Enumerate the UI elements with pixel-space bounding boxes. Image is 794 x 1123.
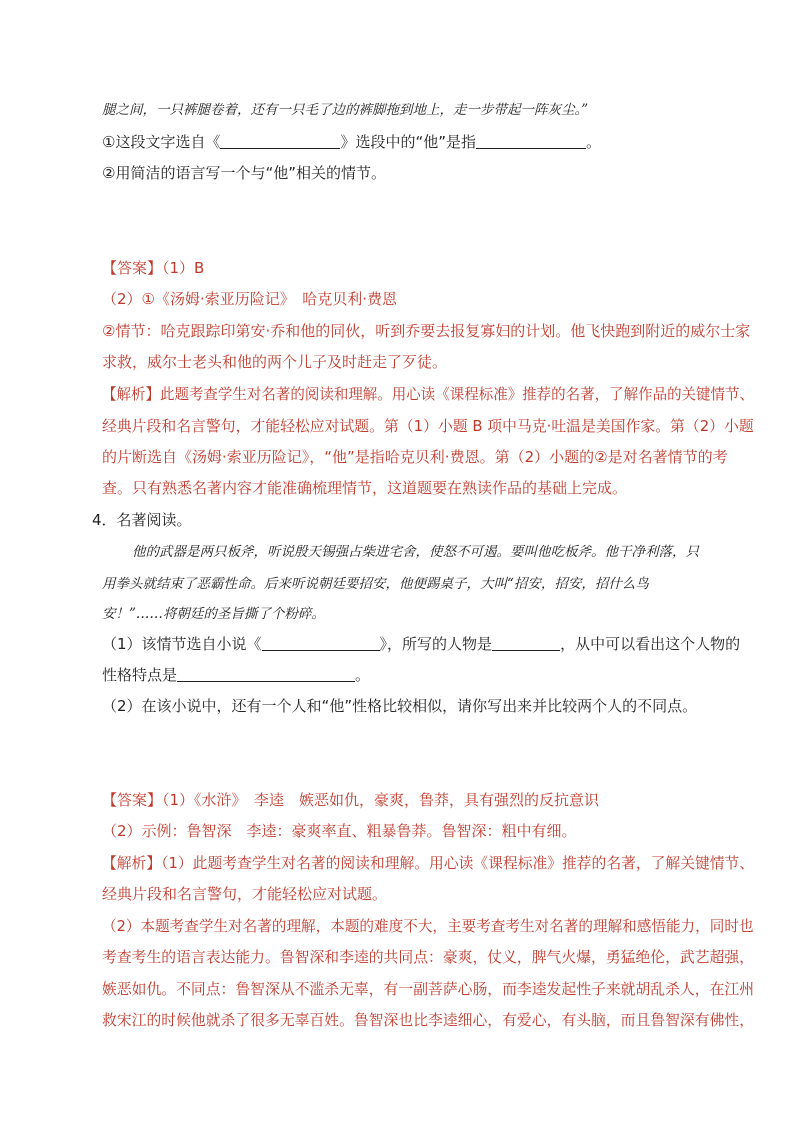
q3-sub1-suffix: 。 xyxy=(586,133,602,151)
q4-answer-line2: （2）示例：鲁智深 李逵：豪爽率直、粗暴鲁莽。鲁智深：粗中有细。 xyxy=(102,822,577,840)
q4-sub1-prefix: （1）该情节选自小说《 xyxy=(102,635,262,653)
q3-excerpt-end: 腿之间，一只裤腿卷着，还有一只毛了边的裤脚拖到地上，走一步带起一阵灰尘。” xyxy=(102,102,589,118)
q3-analysis-line4: 查。只有熟悉名著内容才能准确梳理情节，这道题要在熟读作品的基础上完成。 xyxy=(102,479,628,497)
analysis-label: 【解析】 xyxy=(102,854,162,872)
answer-label: 【答案】 xyxy=(102,259,163,277)
q3-analysis-line1: 此题考查学生对名著的阅读和理解。用心读《课程标准》推荐的名著，了解作品的关键情节、 xyxy=(159,385,755,403)
book-title-blank[interactable] xyxy=(220,134,340,149)
q4-sub1-suffix: ，从中可以看出这个人物的 xyxy=(560,635,741,653)
q4-sub1-middle: 》，所写的人物是 xyxy=(379,635,493,653)
q4-analysis-line5: 嫉恶如仇。不同点：鲁智深从不滥杀无辜，有一副菩萨心肠，而李逵发起性子来就胡乱杀人，在江州 xyxy=(102,980,755,998)
q4-sub1-line2-prefix: 性格特点是 xyxy=(102,666,178,684)
q3-answer-line4: 求救，威尔士老头和他的两个儿子及时赶走了歹徒。 xyxy=(102,353,448,371)
q4-analysis xyxy=(102,853,754,873)
q3-answer-line1: （1）B xyxy=(162,259,205,277)
q4-analysis-line6: 救宋江的时候他就杀了很多无辜百姓。鲁智深也比李逵细心，有爱心，有头脑，而且鲁智深有佛性， xyxy=(102,1011,755,1029)
q4-excerpt-line1: 他的武器是两只板斧，听说殷天锡强占柴进宅舍，使怒不可遏。要叫他吃板斧。他干净利落，只 xyxy=(132,544,699,560)
q3-subquestion-1 xyxy=(102,132,601,152)
q4-answer xyxy=(102,790,599,810)
q3-analysis-line3: 的片断选自《汤姆·索亚历险记》，“他”是指哈克贝利·费恩。第（2）小题的②是对名著情节的考 xyxy=(102,448,728,466)
q4-heading: 4．名著阅读。 xyxy=(92,511,192,529)
q4-subquestion-1 xyxy=(102,634,740,654)
q3-answer-line2: （2）①《汤姆·索亚历险记》 哈克贝利·费恩 xyxy=(102,290,398,308)
analysis-label: 【解析】 xyxy=(102,385,160,403)
personality-blank[interactable] xyxy=(177,667,355,682)
q4-analysis-line3: （2）本题考查学生对名著的理解，本题的难度不大，主要考查考生对名著的理解和感悟能力，同时也 xyxy=(102,917,754,935)
q4-subquestion-1-line2 xyxy=(102,665,370,685)
q4-analysis-line4: 考查考生的语言表达能力。鲁智深和李逵的共同点：豪爽，仗义，脾气火爆，勇猛绝伦，武艺超强， xyxy=(102,948,755,966)
q3-analysis-line2: 经典片段和名言警句，才能轻松应对试题。第（1）小题 B 项中马克·吐温是美国作家。第（2）小题 xyxy=(102,417,754,435)
q4-excerpt-line2: 用拳头就结束了恶霸性命。后来听说朝廷要招安，他便踢桌子，大叫“招安，招安，招什么鸟 xyxy=(102,576,649,592)
person-blank[interactable] xyxy=(476,134,586,149)
q4-excerpt-line3: 安！”……将朝廷的圣旨撕了个粉碎。 xyxy=(102,606,325,622)
q4-analysis-line2: 经典片段和名言警句，才能轻松应对试题。 xyxy=(102,885,388,903)
novel-title-blank[interactable] xyxy=(262,636,380,651)
q3-analysis xyxy=(102,384,754,404)
q4-subquestion-2: （2）在该小说中，还有一个人和“他”性格比较相似，请你写出来并比较两个人的不同点。 xyxy=(102,697,698,715)
q3-answer-line3: ②情节：哈克跟踪印第安·乔和他的同伙，听到乔要去报复寡妇的计划。他飞快跑到附近的威尔士家 xyxy=(102,322,751,340)
character-blank[interactable] xyxy=(492,636,560,651)
q3-sub1-prefix: ①这段文字选自《 xyxy=(102,133,221,151)
q4-answer-line1: （1）《水浒》 李逵 嫉恶如仇，豪爽，鲁莽，具有强烈的反抗意识 xyxy=(162,791,600,809)
q4-sub1-line2-suffix: 。 xyxy=(355,666,371,684)
q3-answer xyxy=(102,258,204,278)
q3-sub1-middle: 》选段中的“他”是指 xyxy=(340,133,476,151)
q3-subquestion-2: ②用简洁的语言写一个与“他”相关的情节。 xyxy=(102,164,386,182)
q4-analysis-line1: （1）此题考查学生对名著的阅读和理解。用心读《课程标准》推荐的名著，了解关键情节、 xyxy=(161,854,755,872)
answer-label: 【答案】 xyxy=(102,791,163,809)
